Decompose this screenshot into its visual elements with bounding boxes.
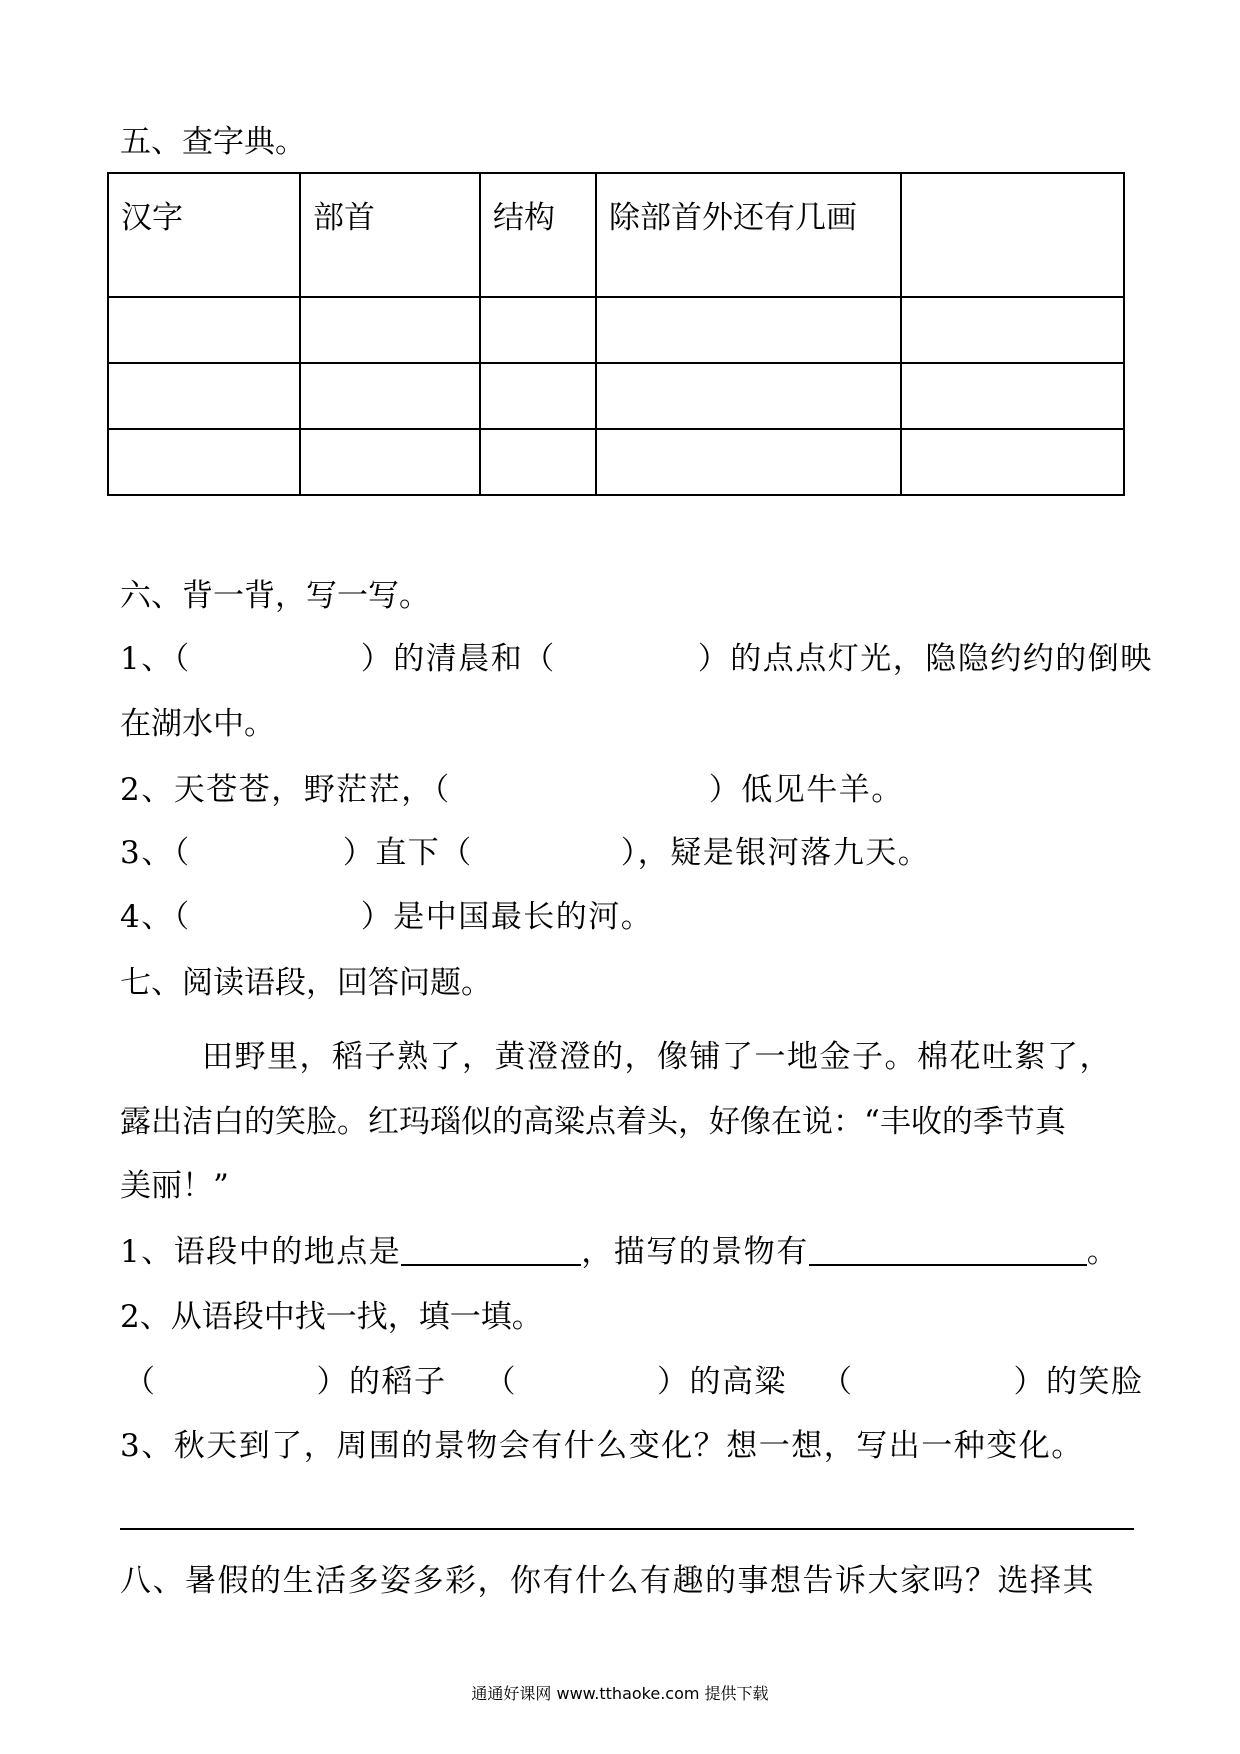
reading-q2: 2、从语段中找一找，填一填。 (120, 1299, 543, 1335)
fill-3-close: ）的笑脸 (1013, 1364, 1144, 1400)
fill-1-open: （ (124, 1364, 157, 1400)
header-strokes: 除部首外还有几画 (596, 173, 901, 297)
recite-q1-line2: 在湖水中。 (120, 706, 275, 742)
table-cell[interactable] (108, 429, 300, 495)
table-header-row (108, 173, 1124, 297)
header-blank (901, 173, 1124, 297)
answer-line-scenery[interactable] (809, 1234, 1087, 1266)
recite-q2 (120, 770, 904, 810)
table-cell[interactable] (480, 429, 596, 495)
dictionary-table (107, 172, 1125, 496)
recite-q1-num: 1、（ (120, 641, 191, 677)
reading-q3: 3、秋天到了，周围的景物会有什么变化？想一想，写出一种变化。 (120, 1428, 1084, 1464)
fill-2-open: （ (484, 1364, 517, 1400)
passage-line-3: 美丽！” (120, 1168, 229, 1204)
recite-q4-a: 4、（ (120, 899, 191, 935)
table-cell[interactable] (596, 297, 901, 363)
reading-q1 (120, 1232, 1119, 1272)
recite-q1 (120, 639, 1153, 679)
section6-title: 六、背一背，写一写。 (120, 578, 430, 614)
table-row (108, 363, 1124, 429)
section7-title: 七、阅读语段，回答问题。 (120, 965, 492, 1001)
footer-text: 通通好课网 www.tthaoke.com 提供下载 (471, 1684, 769, 1703)
header-jiegou: 结构 (480, 173, 596, 297)
table-row (108, 429, 1124, 495)
header-hanzi: 汉字 (108, 173, 300, 297)
table-cell[interactable] (901, 429, 1124, 495)
section8-title: 八、暑假的生活多姿多彩，你有什么有趣的事想告诉大家吗？选择其 (120, 1563, 1095, 1599)
section5-title: 五、查字典。 (120, 124, 306, 160)
recite-q4-b: ）是中国最长的河。 (360, 899, 654, 935)
passage-line-2: 露出洁白的笑脸。红玛瑙似的高粱点着头，好像在说：“丰收的季节真 (120, 1104, 1066, 1140)
fill-1-close: ）的稻子 (316, 1364, 447, 1400)
table-cell[interactable] (108, 363, 300, 429)
table-cell[interactable] (108, 297, 300, 363)
answer-line-place[interactable] (401, 1234, 581, 1266)
recite-q2-b: ）低见牛羊。 (708, 772, 904, 808)
table-cell[interactable] (300, 429, 480, 495)
recite-q3 (120, 833, 930, 873)
table-cell[interactable] (901, 297, 1124, 363)
table-cell[interactable] (300, 297, 480, 363)
reading-fill-row (124, 1362, 1144, 1402)
passage-line-1: 田野里，稻子熟了，黄澄澄的，像铺了一地金子。棉花吐絮了， (202, 1039, 1112, 1075)
table-cell[interactable] (596, 429, 901, 495)
recite-q1-b: ）的点点灯光，隐隐约约的倒映 (697, 641, 1153, 677)
recite-q3-a: 3、（ (120, 835, 191, 871)
table-cell[interactable] (480, 363, 596, 429)
fill-2-close: ）的高粱 (657, 1364, 787, 1400)
recite-q3-c: ），疑是银河落九天。 (620, 835, 931, 871)
reading-q1-a: 1、语段中的地点是 (120, 1234, 402, 1270)
reading-q1-c: 。 (1086, 1234, 1120, 1270)
recite-q3-b: ）直下（ (342, 835, 473, 871)
recite-q1-a: ）的清晨和（ (360, 641, 556, 677)
table-cell[interactable] (901, 363, 1124, 429)
answer-line-q3[interactable] (120, 1528, 1134, 1530)
table-cell[interactable] (480, 297, 596, 363)
table-row (108, 297, 1124, 363)
table-cell[interactable] (596, 363, 901, 429)
fill-3-open: （ (821, 1364, 854, 1400)
reading-q1-b: ，描写的景物有 (581, 1234, 809, 1270)
recite-q4 (120, 897, 653, 937)
header-bushou: 部首 (300, 173, 480, 297)
recite-q2-a: 2、天苍苍，野茫茫，（ (120, 772, 451, 808)
table-cell[interactable] (300, 363, 480, 429)
